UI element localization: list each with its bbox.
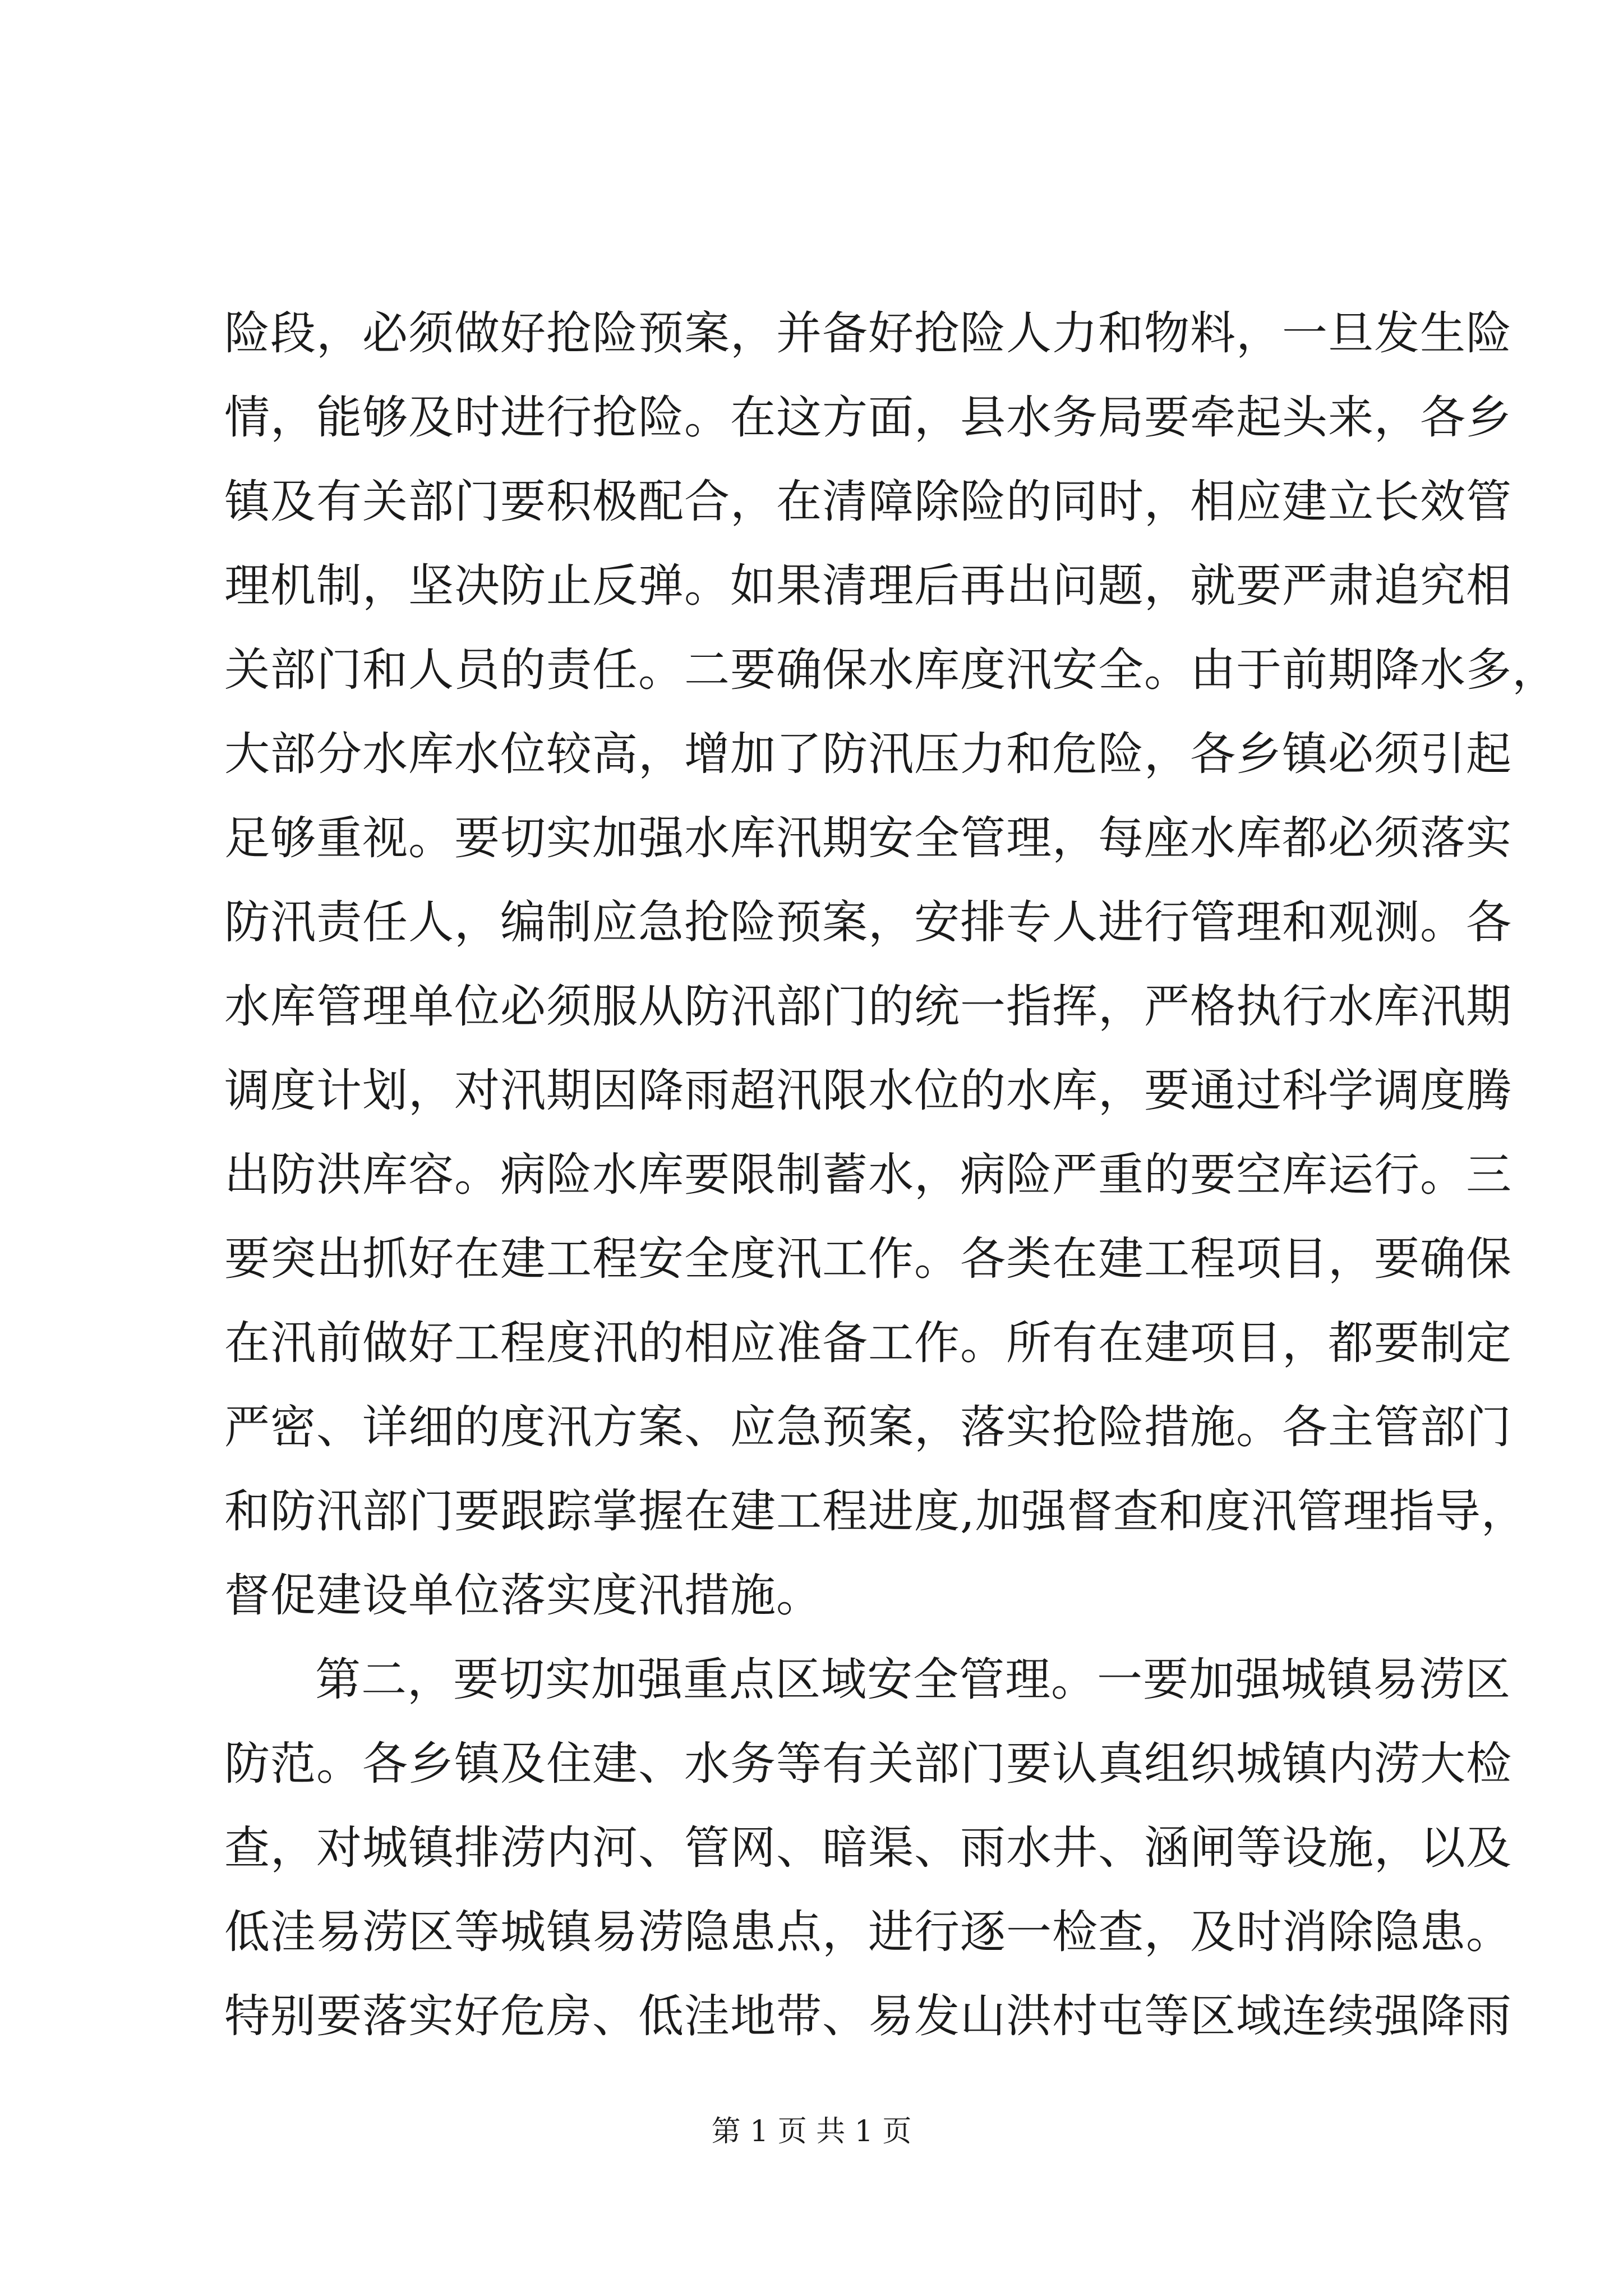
page-footer <box>0 2109 1623 2154</box>
text-line: 和防汛部门要跟踪掌握在建工程进度,加强督查和度汛管理指导， <box>224 1485 1527 1538</box>
text-line: 严密、详细的度汛方案、应急预案，落实抢险措施。各主管部门 <box>224 1401 1513 1454</box>
text-line: 查，对城镇排涝内河、管网、暗渠、雨水井、涵闸等设施，以及 <box>224 1822 1513 1875</box>
text-line: 在汛前做好工程度汛的相应准备工作。所有在建项目，都要制定 <box>224 1317 1513 1370</box>
text-line: 理机制，坚决防止反弹。如果清理后再出问题，就要严肃追究相 <box>224 560 1513 613</box>
text-line-last: 督促建设单位落实度汛措施。 <box>224 1570 823 1622</box>
text-line: 防范。各乡镇及住建、水务等有关部门要认真组织城镇内涝大检 <box>224 1738 1513 1791</box>
document-body <box>224 292 1559 2059</box>
text-line: 要突出抓好在建工程安全度汛工作。各类在建工程项目，要确保 <box>224 1233 1513 1286</box>
paragraph-1 <box>224 292 1559 1638</box>
text-line: 关部门和人员的责任。二要确保水库度汛安全。由于前期降水多， <box>224 644 1559 697</box>
text-line: 调度计划，对汛期因降雨超汛限水位的水库，要通过科学调度腾 <box>224 1065 1513 1117</box>
text-line: 大部分水库水位较高，增加了防汛压力和危险，各乡镇必须引起 <box>224 728 1513 781</box>
page-number: 第 1 页 共 1 页 <box>711 2115 912 2148</box>
text-line: 足够重视。要切实加强水库汛期安全管理，每座水库都必须落实 <box>224 812 1513 865</box>
text-line: 水库管理单位必须服从防汛部门的统一指挥，严格执行水库汛期 <box>224 981 1513 1033</box>
text-line: 险段，必须做好抢险预案，并备好抢险人力和物料，一旦发生险 <box>224 307 1513 360</box>
text-line: 镇及有关部门要积极配合，在清障除险的同时，相应建立长效管 <box>224 476 1513 528</box>
text-line: 防汛责任人，编制应急抢险预案，安排专人进行管理和观测。各 <box>224 896 1513 949</box>
text-line-first: 第二，要切实加强重点区域安全管理。一要加强城镇易涝区 <box>315 1654 1511 1706</box>
text-line: 低洼易涝区等城镇易涝隐患点，进行逐一检查，及时消除隐患。 <box>224 1906 1513 1959</box>
text-line: 特别要落实好危房、低洼地带、易发山洪村屯等区域连续强降雨 <box>224 1990 1513 2043</box>
text-line: 出防洪库容。病险水库要限制蓄水，病险严重的要空库运行。三 <box>224 1149 1513 1202</box>
paragraph-2 <box>224 1638 1513 2059</box>
text-line: 情，能够及时进行抢险。在这方面，县水务局要牵起头来，各乡 <box>224 392 1513 444</box>
